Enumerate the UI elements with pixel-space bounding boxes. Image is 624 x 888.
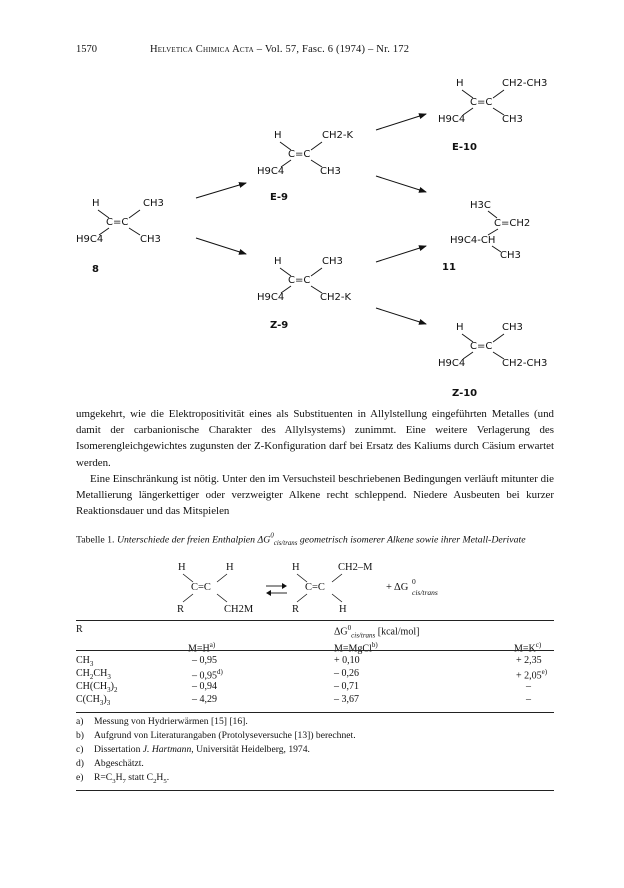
atom-label: H9C4 — [438, 114, 466, 125]
compound-Z9 — [257, 256, 351, 331]
compound-E9 — [257, 130, 353, 203]
footnote-d: d) Abgeschätzt. — [76, 758, 144, 769]
caption-sub: cis/trans — [273, 540, 298, 548]
double-bond: C=C — [470, 341, 493, 352]
table-bottom-rule — [76, 790, 554, 791]
eq-plus-dg: + ΔG — [386, 582, 409, 593]
table-caption — [76, 530, 554, 550]
atom-label: CH3 — [320, 166, 341, 177]
arrow-8-to-Z9 — [196, 238, 246, 254]
atom-label: H3C — [470, 200, 491, 211]
atom-label: CH3 — [322, 256, 343, 267]
atom-label: H — [456, 78, 464, 89]
atom-label: CH2-K — [320, 292, 352, 303]
double-bond: C=C — [288, 275, 311, 286]
page-number: 1570 — [76, 44, 97, 55]
eq-atom: R — [177, 604, 185, 615]
cell-r: $C(CH_3)_3$ — [76, 694, 111, 707]
cell-mgcl: – 3,67 — [334, 694, 359, 705]
compound-label-Z9: Z-9 — [270, 320, 289, 331]
eq-double-bond: C=C — [191, 582, 211, 593]
cell-mgcl: – 0,26 — [334, 668, 359, 679]
footnote-e: e) $R=C_3H_7$ statt $C_2H_5$. — [76, 772, 170, 785]
atom-label: CH3 — [140, 234, 161, 245]
eq-atom: H — [178, 562, 186, 573]
arrow-E9-to-E10 — [376, 114, 426, 130]
compound-label-E9: E-9 — [270, 192, 288, 203]
caption-sup: 0 — [270, 533, 274, 540]
atom-label: H9C4 — [257, 166, 285, 177]
col-dg: $\Delta G^0_{cis/trans}$ [kcal/mol] — [334, 624, 420, 640]
col-mh-note: a) — [209, 641, 216, 649]
paragraph-2: Eine Einschränkung ist nötig. Unter den im Versuchsteil beschriebenen Bedingungen verläuft mitunter die Metallierung längerkettiger oder verzweigter Alkene recht schleppend. Niedere Ausbeuten bei kurzer Reaktionsdauer und das Mitspielen — [76, 472, 554, 518]
col-dg-sub: cis/trans — [351, 631, 376, 640]
cell-mh: – 4,29 — [192, 694, 217, 705]
table-top-rule — [76, 620, 554, 621]
compound-label-8: 8 — [92, 264, 99, 275]
cell-k: + 2,35 — [516, 655, 542, 666]
double-bond: C=C — [470, 97, 493, 108]
cell-r: $CH_3$ — [76, 655, 94, 668]
atom-label: CH3 — [502, 114, 523, 125]
cell-r: $CH(CH_3)_2$ — [76, 681, 118, 694]
arrow-Z9-to-11 — [376, 246, 426, 262]
caption-lead: Tabelle 1. — [76, 534, 117, 546]
cell-mh: – 0,94 — [192, 681, 217, 692]
cell-k: + $2,05^{e)}$ — [516, 668, 548, 682]
eq-atom: R — [292, 604, 300, 615]
col-mh: $M=H^{a)}$ — [188, 641, 216, 655]
footnote-a: a) Messung von Hydrierwärmen [15] [16]. — [76, 716, 248, 727]
col-k: $M=K^{c)}$ — [514, 641, 542, 655]
col-dg-unit: [kcal/mol] — [375, 626, 420, 638]
eq-sub: cis/trans — [412, 588, 438, 597]
eq-atom: CH2–M — [338, 562, 373, 573]
compound-Z10 — [438, 322, 547, 399]
atom-label: C=CH2 — [494, 218, 531, 229]
eq-atom: H — [226, 562, 234, 573]
cell-mh: – 0,95$^{d)}$ — [192, 668, 223, 682]
atom-label: CH3 — [500, 250, 521, 261]
compound-label-11: 11 — [442, 262, 456, 273]
paragraph-1: umgekehrt, wie die Elektropositivität eines als Substituenten in Allylstellung eingeführten Metalles (und damit der carbanionische Charakter des Allylsystems) zunimmt. Eine weitere Verlagerung des Isomerengleichgewichtes zugunsten der Z-Konfiguration darf bei Ersatz des Kaliums durch Cäsium erwartet werden. — [76, 408, 554, 469]
atom-label: CH3 — [502, 322, 523, 333]
atom-label: H — [274, 256, 282, 267]
arrow-Z9-to-Z10 — [376, 308, 426, 324]
caption-italic-a: Unterschiede der freien Enthalpien ΔG — [116, 534, 271, 546]
journal-name: Helvetica Chimica Acta — [150, 44, 254, 55]
compound-11 — [442, 200, 530, 273]
col-k-note: c) — [535, 641, 542, 649]
compound-label-E10: E-10 — [452, 142, 477, 153]
arrow-E9-to-11 — [376, 176, 426, 192]
footnote-b: b) Aufgrund von Literaturangaben (Protolyseversuche [13]) berechnet. — [76, 730, 356, 741]
reaction-scheme — [0, 0, 624, 400]
eq-atom: H — [292, 562, 300, 573]
arrow-8-to-E9 — [196, 183, 246, 198]
atom-label: H — [92, 198, 100, 209]
atom-label: CH3 — [143, 198, 164, 209]
col-dg-sup: 0 — [347, 624, 352, 632]
double-bond: C=C — [106, 217, 129, 228]
cell-k: – — [526, 694, 531, 705]
cell-k: – — [526, 681, 531, 692]
cell-r: $CH_2CH_3$ — [76, 668, 111, 681]
compound-label-Z10: Z-10 — [452, 388, 478, 399]
table-mid-rule — [76, 712, 554, 713]
atom-label: H9C4 — [257, 292, 285, 303]
eq-sup: 0 — [412, 577, 416, 586]
atom-label: H9C4 — [438, 358, 466, 369]
col-mgcl: M=MgCl$^{b)}$ — [334, 641, 378, 655]
double-bond: C=C — [288, 149, 311, 160]
cell-mh: – 0,95 — [192, 655, 217, 666]
atom-label: H — [456, 322, 464, 333]
atom-label: CH2-CH3 — [502, 358, 548, 369]
footnote-c: c) Dissertation J. Hartmann, Universität Heidelberg, 1974. — [76, 744, 310, 755]
atom-label: H9C4 — [76, 234, 104, 245]
body-text — [76, 406, 554, 519]
journal-issue: – Vol. 57, Fasc. 6 (1974) – Nr. 172 — [253, 44, 410, 55]
atom-label: CH2-CH3 — [502, 78, 548, 89]
atom-label: H9C4-CH — [450, 235, 496, 246]
cell-mgcl: – 0,71 — [334, 681, 359, 692]
table-body — [76, 655, 554, 715]
eq-atom: H — [339, 604, 347, 615]
col-r: R — [76, 624, 83, 635]
col-mgcl-note: b) — [371, 641, 378, 649]
compound-8 — [76, 198, 164, 275]
eq-double-bond: C=C — [305, 582, 325, 593]
atom-label: CH2-K — [322, 130, 354, 141]
atom-label: H — [274, 130, 282, 141]
cell-mgcl: + 0,10 — [334, 655, 360, 666]
compound-E10 — [438, 78, 547, 153]
eq-atom: CH2M — [224, 604, 254, 615]
table-header-rule — [76, 650, 554, 651]
caption-italic-b: geometrisch isomerer Alkene sowie ihrer Metall-Derivate — [297, 534, 526, 546]
